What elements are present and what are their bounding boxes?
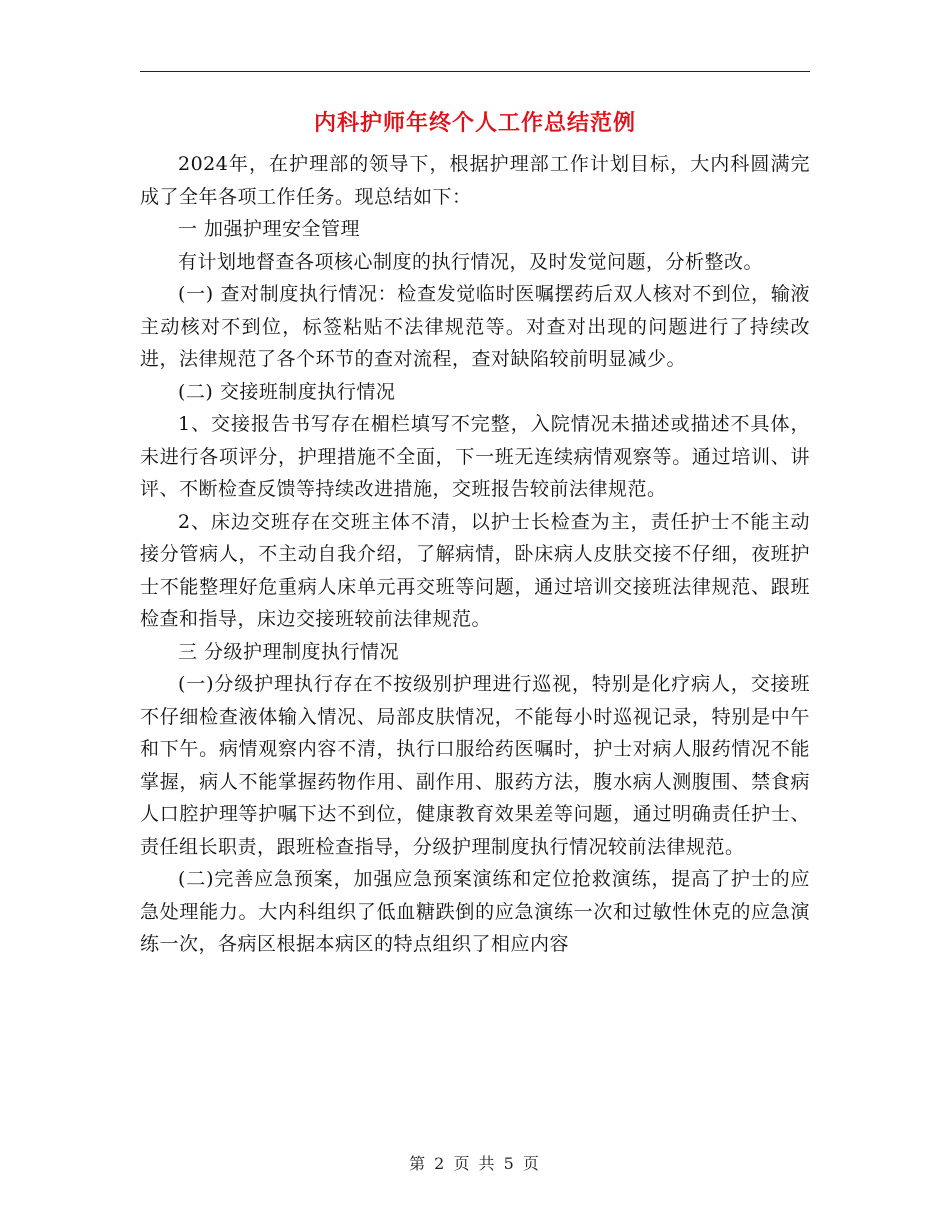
section-heading-safety: 一 加强护理安全管理 (178, 218, 361, 240)
header-rule (140, 71, 810, 72)
paragraph-bedside-handover: 2、床边交班存在交班主体不清，以护士长检查为主，责任护士不能主动接分管病人，不主动自我介绍，了解病情，卧床病人皮肤交接不仔细，夜班护士不能整理好危重病人床单元再交班等问题，通过培训交接班法律规范、跟班检查和指导，床边交接班较前法律规范。 (140, 510, 810, 630)
paragraph-supervision: 有计划地督查各项核心制度的执行情况，及时发觉问题，分析整改。 (178, 250, 764, 273)
paragraph-grading-care: (一)分级护理执行存在不按级别护理进行巡视，特别是化疗病人，交接班不仔细检查液体输入情况、局部皮肤情况，不能每小时巡视记录，特别是中午和下午。病情观察内容不清，执行口服给药医嘱时，护士对病人服药情况不能掌握，病人不能掌握药物作用、副作用、服药方法，腹水病人测腹围、禁食病人口腔护理等护嘱下达不到位，健康教育效果差等问题，通过明确责任护士、责任组长职责，跟班检查指导，分级护理制度执行情况较前法律规范。 (140, 673, 810, 858)
document-body (140, 148, 810, 961)
paragraph-intro: 2024年，在护理部的领导下，根据护理部工作计划目标，大内科圆满完成了全年各项工作任务。现总结如下： (140, 153, 810, 208)
paragraph-emergency-plan: (二)完善应急预案，加强应急预案演练和定位抢救演练，提高了护士的应急处理能力。大内科组织了低血糖跌倒的应急演练一次和过敏性休克的应急演练一次，各病区根据本病区的特点组织了相应内容 (140, 868, 810, 955)
page-number-footer: 第 2 页 共 5 页 (409, 1154, 541, 1173)
paragraph-handover-report: 1、交接报告书写存在楣栏填写不完整，入院情况未描述或描述不具体，未进行各项评分，护理措施不全面，下一班无连续病情观察等。通过培训、讲评、不断检查反馈等持续改进措施，交班报告较前法律规范。 (140, 413, 810, 500)
section-heading-grading: 三 分级护理制度执行情况 (178, 640, 400, 663)
paragraph-check-system: (一) 查对制度执行情况：检查发觉临时医嘱摆药后双人核对不到位，输液主动核对不到位，标签粘贴不法律规范等。对查对出现的问题进行了持续改进，法律规范了各个环节的查对流程，查对缺陷较前明显减少。 (140, 283, 810, 370)
subheading-handover: (二) 交接班制度执行情况 (178, 380, 396, 403)
document-title: 内科护师年终个人工作总结范例 (313, 111, 636, 136)
